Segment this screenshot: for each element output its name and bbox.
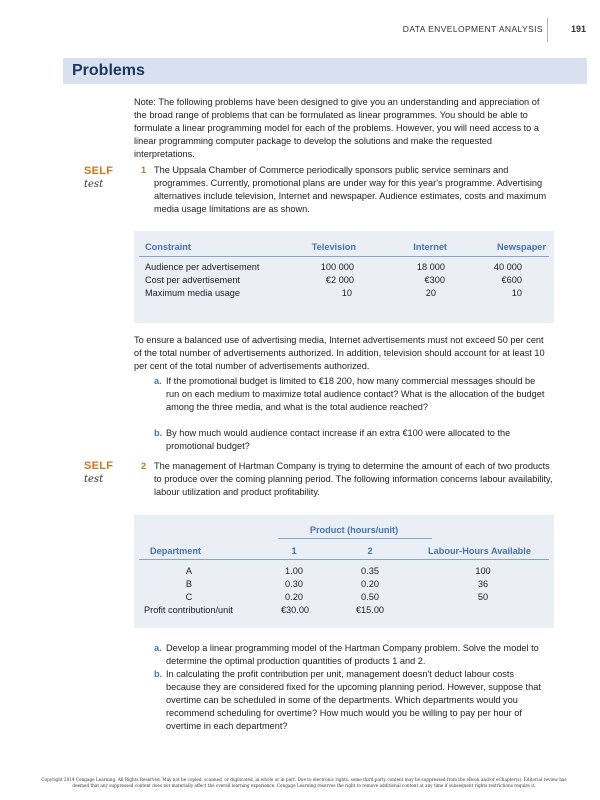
table-cell: €300	[424, 275, 445, 285]
section-title: Problems	[72, 62, 145, 79]
table-cell: 10	[341, 288, 352, 298]
media-table-header: Television	[311, 242, 356, 252]
header-divider	[547, 18, 548, 42]
problem-2-part-a: Develop a linear programming model of the Hartman Company problem. Solve the model to determine the optimal production quantities of products 1 and 2.	[166, 643, 539, 666]
page-number: 191	[570, 24, 586, 34]
table-cell: €30.00	[280, 605, 310, 615]
table-cell: 100	[475, 566, 491, 576]
note-paragraph: Note: The following problems have been designed to give you an understanding and appreciation of the broad range of problems that can be formulated as linear programmes. You should be able to formulate a linear programming model for each of the problems. However, you will need access to a linear programming computer package to develop the solutions and make the requested interpretations.	[134, 97, 540, 159]
problem-2-number: 2	[141, 461, 147, 471]
table-header-rule	[139, 559, 549, 560]
problem-1-text: The Uppsala Chamber of Commerce periodically sponsors public service seminars and programmes. Currently, promotional plans are under way for this year's programme. Advertising alternatives include television, Internet and newspaper. Audience estimates, costs and maximum media usage limitations are as shown.	[154, 165, 547, 214]
table-cell: 36	[477, 579, 489, 589]
problem-1-number: 1	[141, 165, 147, 175]
copyright-footer: Copyright 2014 Cengage Learning. All Rights Reserved. May not be copied, scanned, or duplicated, in whole or in part. Due to electronic rights, some third party content may be suppressed from the eBook and/or eChapter(s). Editorial review has deemed that any suppressed content does not materially affect the overall learning experience. Cengage Learning reserves the right to remove additional content at any time if subsequent rights restrictions require it.	[41, 777, 567, 788]
problem-2-text: The management of Hartman Company is trying to determine the amount of each of two products to produce over the coming planning period. The following information concerns labour availability, labour utilization and product profitability.	[154, 461, 553, 497]
table-cell: A	[185, 566, 193, 576]
test-label-1: test	[84, 179, 104, 190]
table-cell: €2 000	[325, 275, 354, 285]
table-cell: B	[185, 579, 193, 589]
table-cell: Cost per advertisement	[145, 275, 240, 285]
part-letter: b.	[154, 669, 163, 679]
table-cell: €15.00	[355, 605, 385, 615]
problem-1-after-text: To ensure a balanced use of advertising media, Internet advertisements must not exceed 50 per cent of the total number of advertisements authorized. In addition, television should account for at least 10 per cent of the total number of advertisements authorized.	[134, 335, 545, 371]
table-cell: 18 000	[416, 262, 445, 272]
table-cell: 10	[511, 288, 522, 298]
table-cell: 1.00	[285, 566, 303, 576]
table-cell: 50	[477, 592, 489, 602]
table-cell: 0.50	[361, 592, 379, 602]
self-label-2: SELF	[84, 460, 114, 472]
media-table-header: Internet	[413, 242, 447, 252]
table-cell: 0.20	[361, 579, 379, 589]
section-banner	[63, 58, 587, 84]
labour-table-header: Department	[150, 546, 202, 556]
self-label-1: SELF	[84, 165, 114, 177]
part-letter: a.	[154, 376, 162, 386]
table-header-rule	[139, 256, 549, 257]
table-cell: 100 000	[320, 262, 354, 272]
part-letter: b.	[154, 428, 163, 438]
table-cell: 0.35	[361, 566, 379, 576]
product-group-header: Product (hours/unit)	[309, 525, 399, 535]
test-label-2: test	[84, 474, 104, 485]
media-table-header: Constraint	[145, 242, 191, 252]
media-table-header: Newspaper	[496, 242, 546, 252]
table-cell: Profit contribution/unit	[144, 605, 233, 615]
labour-table-header: 2	[367, 546, 373, 556]
table-cell: Maximum media usage	[145, 288, 240, 298]
table-cell: €600	[501, 275, 522, 285]
labour-table-header: 1	[291, 546, 297, 556]
table-cell: C	[185, 592, 193, 602]
table-cell: Audience per advertisement	[145, 262, 260, 272]
table-cell: 40 000	[493, 262, 522, 272]
part-letter: a.	[154, 643, 162, 653]
problem-1-part-b: By how much would audience contact increase if an extra €100 were allocated to the promotional budget?	[166, 428, 511, 451]
problem-2-part-b: In calculating the profit contribution per unit, management doesn't deduct labour costs because they are considered fixed for the upcoming planning period. However, suppose that overtime can be scheduled in some of the departments. Which departments would you recommend scheduling for overtime? How much would you be willing to pay per hour of overtime in each department?	[166, 669, 541, 731]
table-cell: 0.30	[285, 579, 303, 589]
group-header-rule	[278, 538, 432, 539]
labour-table	[134, 515, 554, 628]
table-cell: 20	[425, 288, 436, 298]
media-table	[134, 231, 554, 323]
problem-1-part-a: If the promotional budget is limited to €18 200, how many commercial messages should be run on each medium to maximize total audience contact? What is the allocation of the budget among the three media, and what is the total audience reached?	[166, 376, 545, 412]
running-head: DATA ENVELOPMENT ANALYSIS	[402, 24, 543, 34]
table-cell: 0.20	[285, 592, 303, 602]
labour-table-header: Labour-Hours Available	[428, 546, 531, 556]
